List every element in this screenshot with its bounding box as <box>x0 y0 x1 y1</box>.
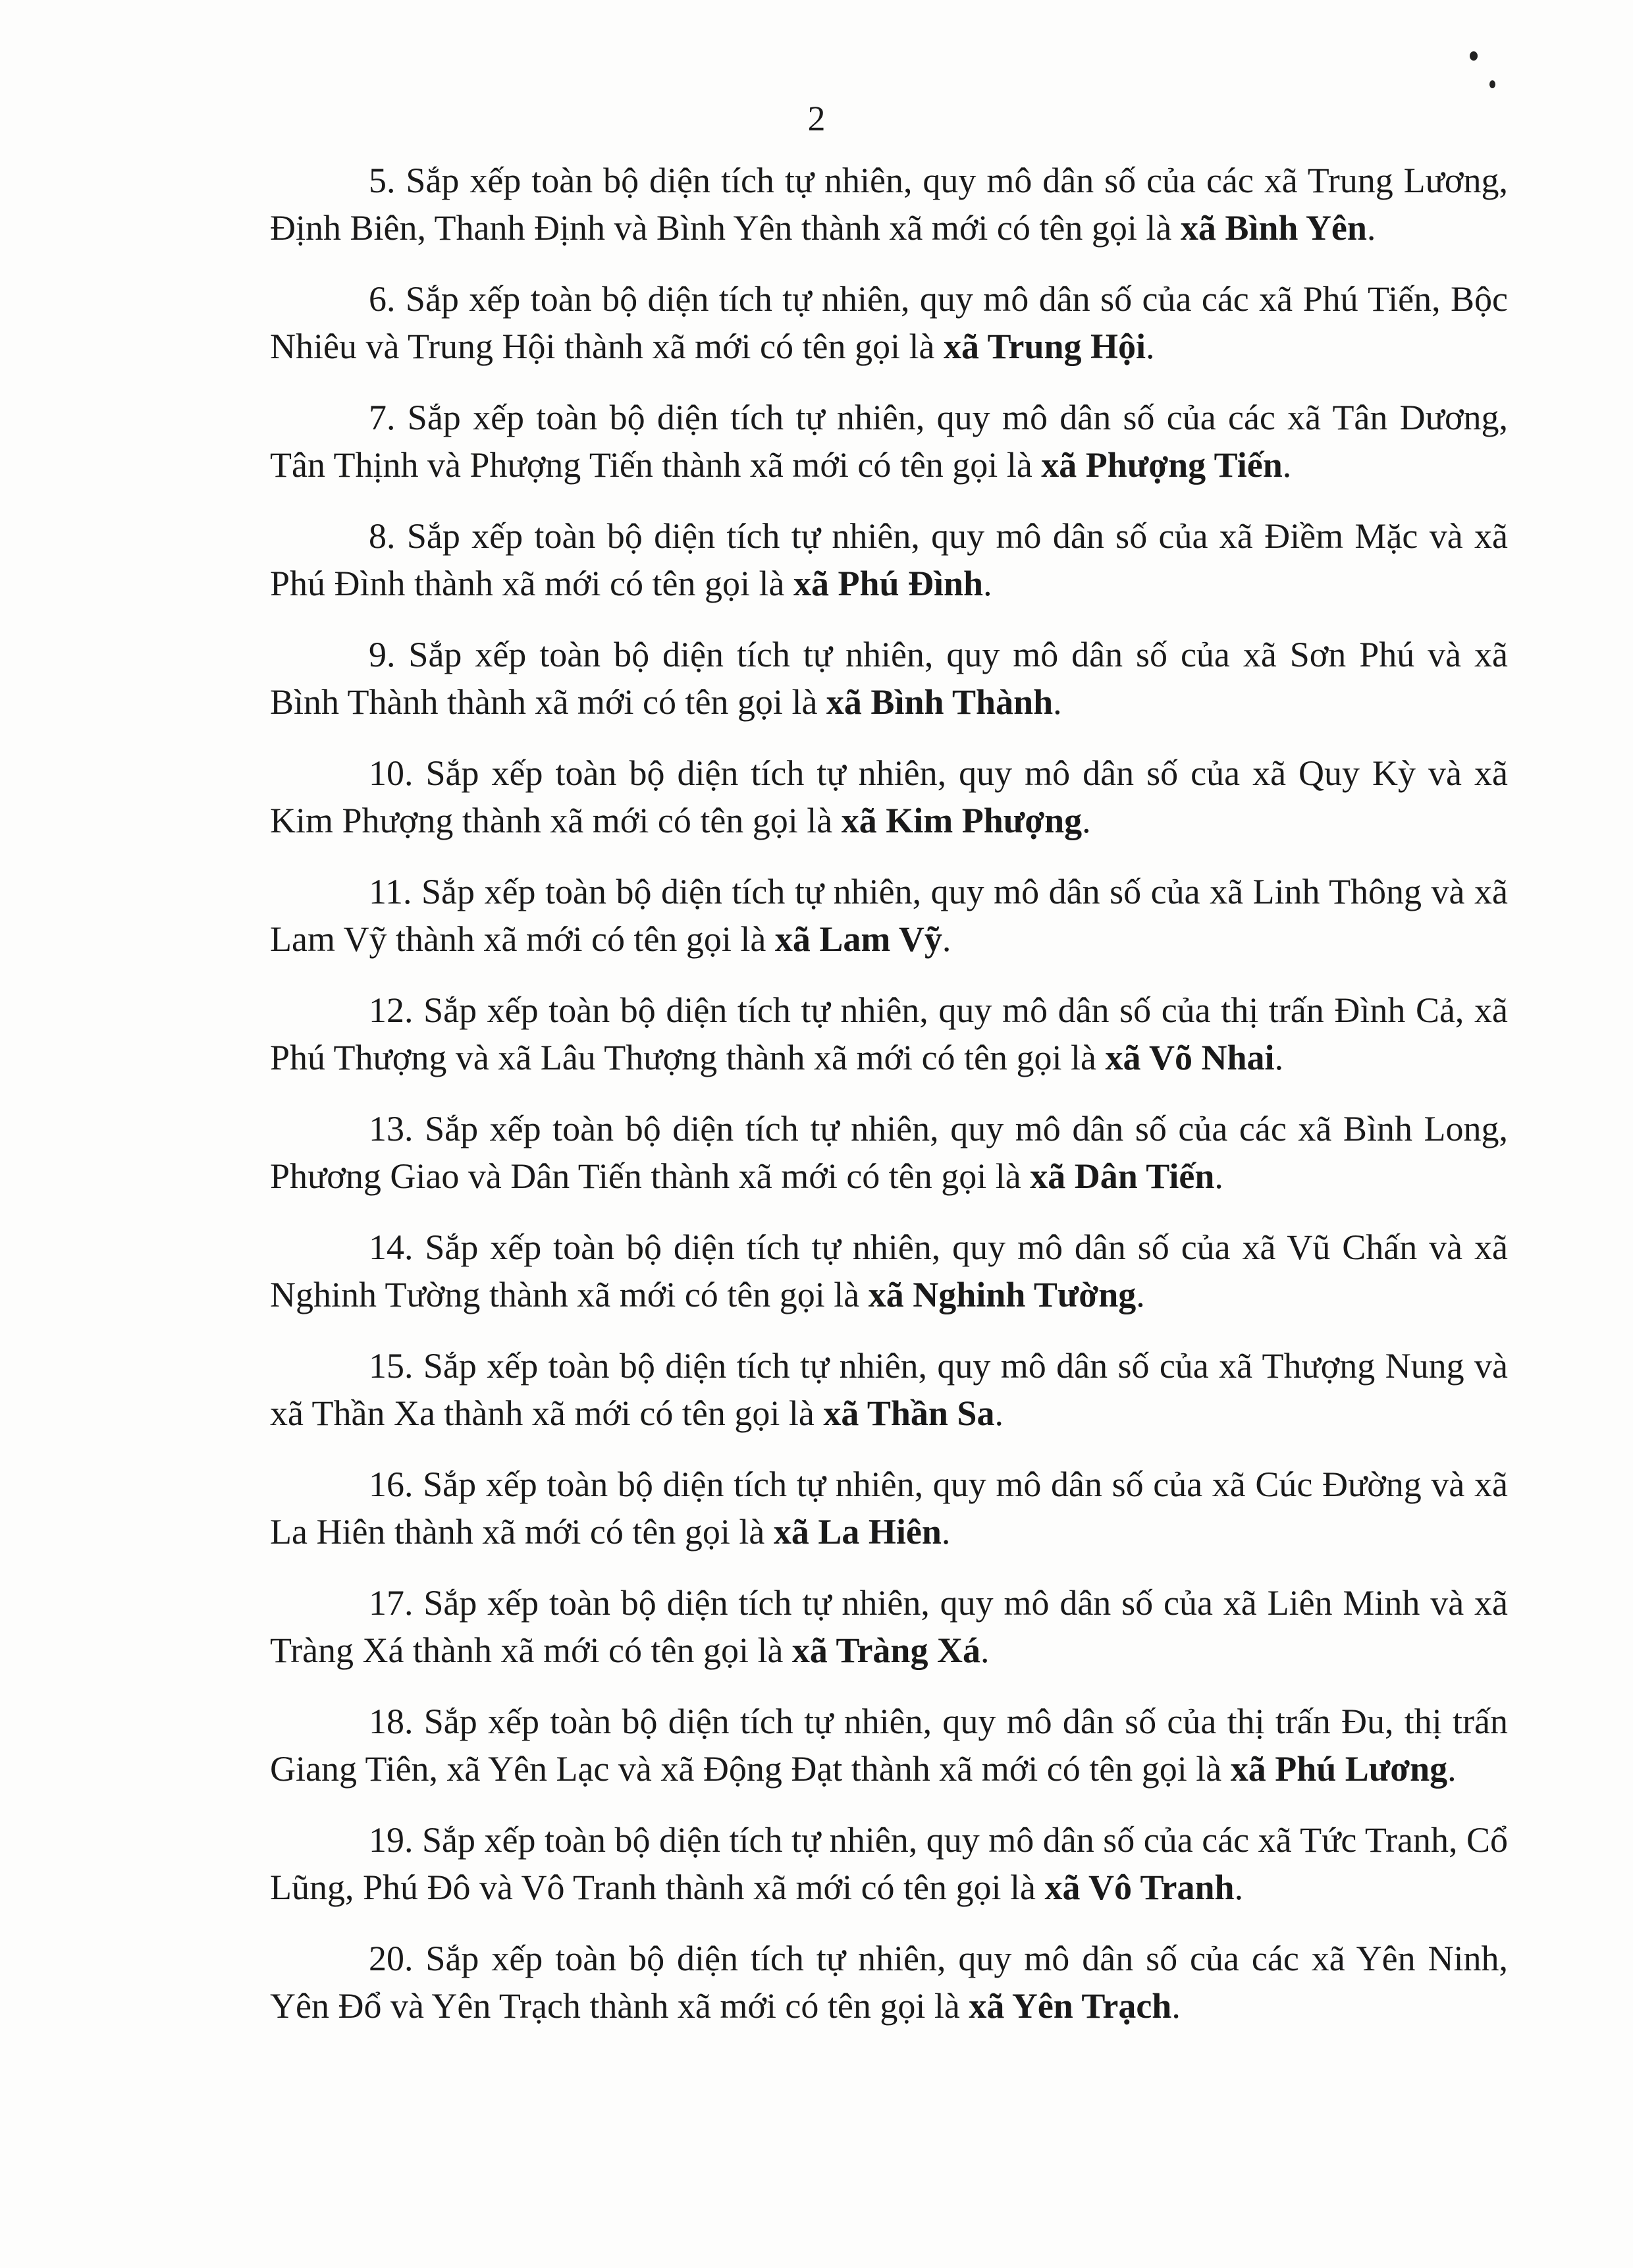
new-commune-name: xã Lam Vỹ <box>774 919 942 959</box>
article-item: 8. Sắp xếp toàn bộ diện tích tự nhiên, quy mô dân số của xã Điềm Mặc và xã Phú Đình thành xã mới có tên gọi là xã Phú Đình. <box>270 516 1508 603</box>
new-commune-name: xã Bình Yên <box>1180 208 1367 248</box>
new-commune-name: xã Phú Lương <box>1230 1749 1448 1789</box>
new-commune-name: xã Nghinh Tường <box>868 1275 1137 1314</box>
article-item: 7. Sắp xếp toàn bộ diện tích tự nhiên, quy mô dân số của các xã Tân Dương, Tân Thịnh và Phượng Tiến thành xã mới có tên gọi là xã Phượng Tiến. <box>270 398 1508 485</box>
article-item: 15. Sắp xếp toàn bộ diện tích tự nhiên, quy mô dân số của xã Thượng Nung và xã Thần Xa thành xã mới có tên gọi là xã Thần Sa. <box>270 1346 1508 1433</box>
new-commune-name: xã Bình Thành <box>826 682 1054 722</box>
article-item: 18. Sắp xếp toàn bộ diện tích tự nhiên, quy mô dân số của thị trấn Đu, thị trấn Giang Tiên, xã Yên Lạc và xã Động Đạt thành xã mới có tên gọi là xã Phú Lương. <box>270 1702 1508 1789</box>
article-item: 10. Sắp xếp toàn bộ diện tích tự nhiên, quy mô dân số của xã Quy Kỳ và xã Kim Phượng thành xã mới có tên gọi là xã Kim Phượng. <box>270 753 1508 840</box>
article-item: 16. Sắp xếp toàn bộ diện tích tự nhiên, quy mô dân số của xã Cúc Đường và xã La Hiên thành xã mới có tên gọi là xã La Hiên. <box>270 1465 1508 1552</box>
new-commune-name: xã Dân Tiến <box>1030 1156 1215 1196</box>
article-item: 13. Sắp xếp toàn bộ diện tích tự nhiên, quy mô dân số của các xã Bình Long, Phương Giao và Dân Tiến thành xã mới có tên gọi là xã Dân Tiến. <box>270 1109 1508 1196</box>
new-commune-name: xã Phú Đình <box>793 564 984 603</box>
article-item: 12. Sắp xếp toàn bộ diện tích tự nhiên, quy mô dân số của thị trấn Đình Cả, xã Phú Thượng và xã Lâu Thượng thành xã mới có tên gọi là xã Võ Nhai. <box>270 990 1508 1077</box>
article-item: 9. Sắp xếp toàn bộ diện tích tự nhiên, quy mô dân số của xã Sơn Phú và xã Bình Thành thành xã mới có tên gọi là xã Bình Thành. <box>270 635 1508 722</box>
new-commune-name: xã Vô Tranh <box>1044 1868 1235 1907</box>
article-item: 17. Sắp xếp toàn bộ diện tích tự nhiên, quy mô dân số của xã Liên Minh và xã Tràng Xá thành xã mới có tên gọi là xã Tràng Xá. <box>270 1583 1508 1670</box>
new-commune-name: xã Tràng Xá <box>791 1631 980 1670</box>
new-commune-name: xã Phượng Tiến <box>1041 445 1283 485</box>
article-item: 6. Sắp xếp toàn bộ diện tích tự nhiên, quy mô dân số của các xã Phú Tiến, Bộc Nhiêu và Trung Hội thành xã mới có tên gọi là xã Trung Hội. <box>270 279 1508 366</box>
new-commune-name: xã Trung Hội <box>943 327 1146 366</box>
new-commune-name: xã Yên Trạch <box>969 1986 1172 2026</box>
article-item: 14. Sắp xếp toàn bộ diện tích tự nhiên, quy mô dân số của xã Vũ Chấn và xã Nghinh Tường thành xã mới có tên gọi là xã Nghinh Tường. <box>270 1228 1508 1314</box>
page-number: 2 <box>807 99 826 138</box>
new-commune-name: xã Kim Phượng <box>841 801 1083 840</box>
new-commune-name: xã La Hiên <box>773 1512 942 1552</box>
article-item: 11. Sắp xếp toàn bộ diện tích tự nhiên, quy mô dân số của xã Linh Thông và xã Lam Vỹ thành xã mới có tên gọi là xã Lam Vỹ. <box>270 872 1508 959</box>
document-body <box>270 157 1508 2053</box>
article-item: 20. Sắp xếp toàn bộ diện tích tự nhiên, quy mô dân số của các xã Yên Ninh, Yên Đổ và Yên Trạch thành xã mới có tên gọi là xã Yên Trạch. <box>270 1939 1508 2026</box>
new-commune-name: xã Thần Sa <box>823 1393 995 1433</box>
new-commune-name: xã Võ Nhai <box>1105 1038 1275 1077</box>
scan-speck <box>1470 51 1478 61</box>
article-item: 5. Sắp xếp toàn bộ diện tích tự nhiên, quy mô dân số của các xã Trung Lương, Định Biên, Thanh Định và Bình Yên thành xã mới có tên gọi là xã Bình Yên. <box>270 161 1508 248</box>
scan-speck <box>1489 80 1495 88</box>
article-item: 19. Sắp xếp toàn bộ diện tích tự nhiên, quy mô dân số của các xã Tức Tranh, Cổ Lũng, Phú Đô và Vô Tranh thành xã mới có tên gọi là xã Vô Tranh. <box>270 1820 1508 1907</box>
